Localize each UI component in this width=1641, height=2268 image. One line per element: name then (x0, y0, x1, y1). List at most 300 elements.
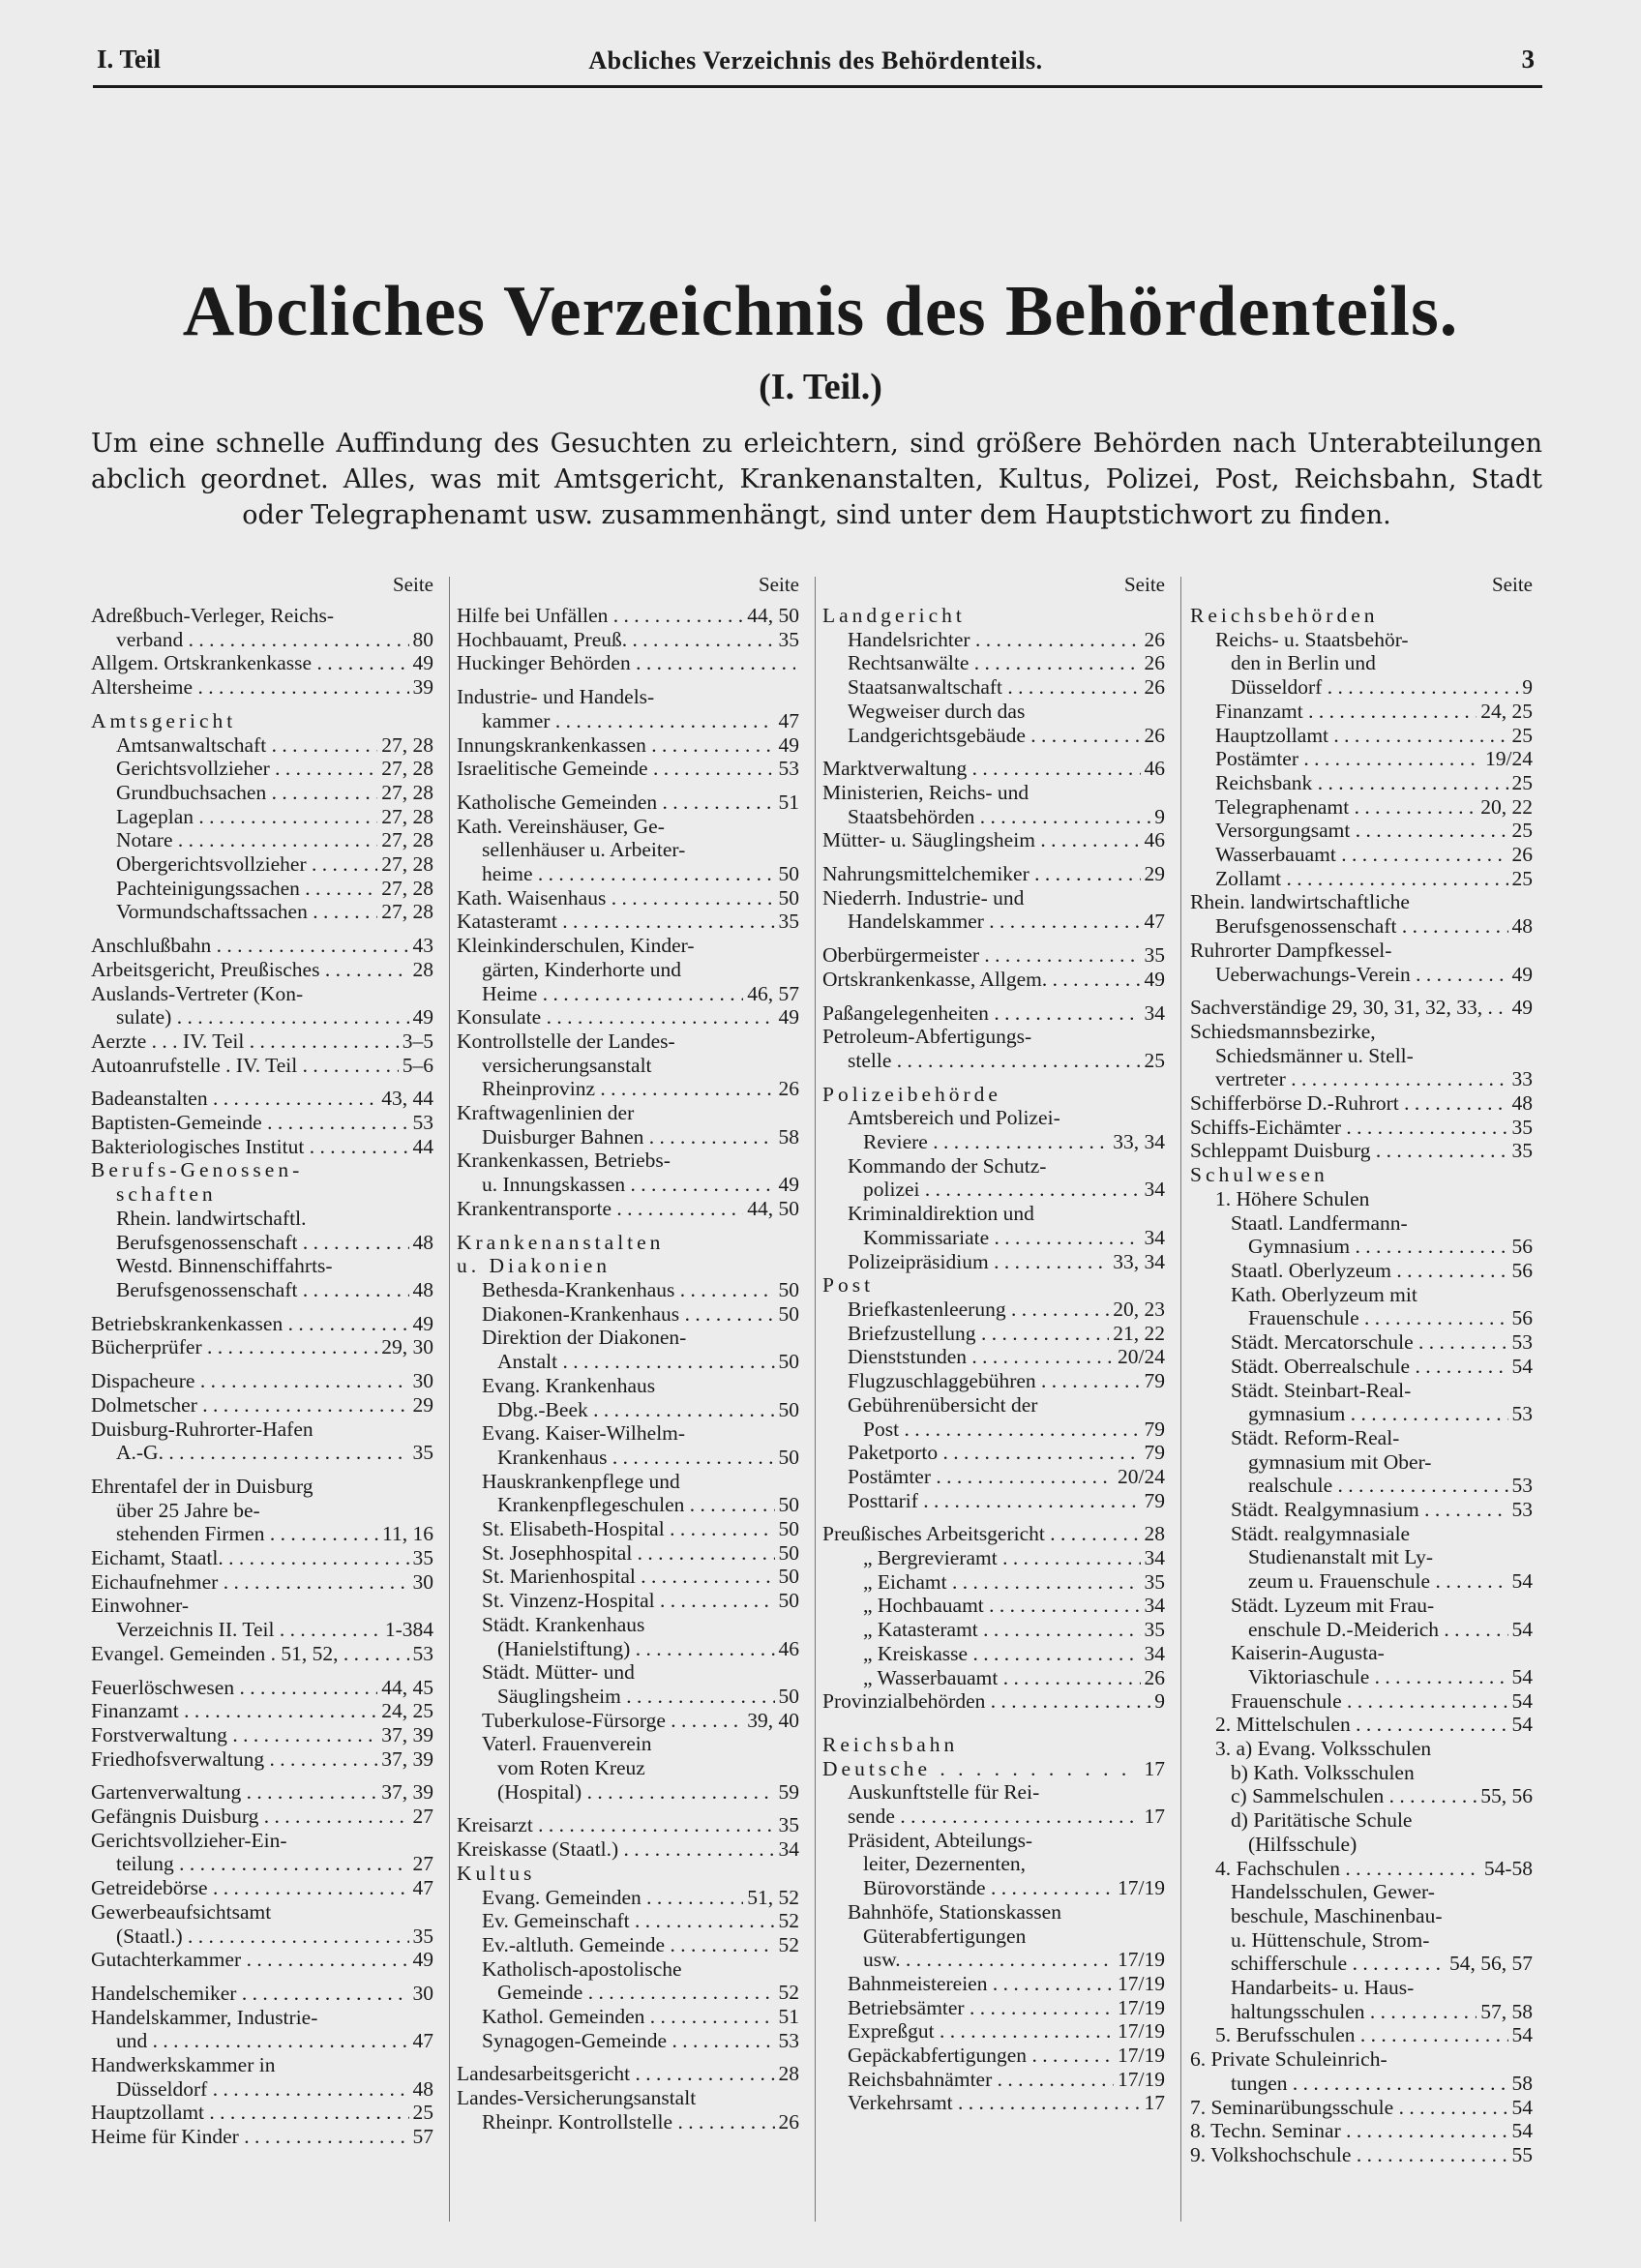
page-ref: 52 (778, 1981, 799, 2005)
index-entry (822, 1345, 1165, 1369)
index-entry (91, 877, 433, 901)
page-ref: 27, 28 (381, 804, 433, 828)
entry-text: gärten, Kinderhorte und (482, 957, 681, 981)
index-entry (1190, 771, 1533, 795)
entry-label: Vormundschaftssachen . . . (116, 900, 377, 924)
entry-text: Präsident, Abteilungs- (848, 1828, 1033, 1852)
entry-label: verband . . . (116, 628, 409, 652)
entry-label: Hochbauamt, Preuß. . . . (457, 628, 775, 652)
index-entry (457, 1173, 799, 1197)
page-ref: 29 (1144, 862, 1165, 886)
spacer (91, 1465, 433, 1475)
entry-label: Briefkastenleerung . . . (848, 1298, 1109, 1322)
entry-label: Eichamt, Staatl. . . . (91, 1546, 409, 1570)
entry-label: 7. Seminarübungsschule . . . (1190, 2096, 1508, 2120)
page-ref: 50 (778, 1493, 799, 1517)
entry-label: Preußisches Arbeitsgericht . . . (822, 1522, 1141, 1546)
entry-label: Expreßgut . . . (848, 2019, 1114, 2044)
page-ref: 53 (412, 1641, 433, 1665)
entry-text: Evang. Krankenhaus (482, 1373, 656, 1397)
entry-text: den in Berlin und (1231, 651, 1376, 675)
page-ref: 53 (1511, 1330, 1533, 1355)
index-entry (457, 1517, 799, 1541)
index-entry (457, 2110, 799, 2134)
entry-label: Bahnmeistereien . . . (848, 1972, 1114, 1996)
index-entry (822, 1465, 1165, 1489)
entry-label: Katholische Gemeinden . . . (457, 791, 775, 815)
page-ref: 20/24 (1118, 1345, 1165, 1369)
page-ref: 35 (1511, 1115, 1533, 1139)
index-entry (1190, 963, 1533, 987)
entry-text: Studienanstalt mit Ly- (1248, 1545, 1434, 1569)
entry-label: „ Hochbauamt . . . (863, 1594, 1141, 1618)
page-ref: 27, 28 (381, 732, 433, 757)
index-entry (91, 1982, 433, 2006)
entry-label: Anschlußbahn . . . (91, 934, 409, 958)
page-ref: 50 (778, 885, 799, 910)
entry-label: Gymnasium . . . (1248, 1235, 1508, 1259)
page-ref: 34 (1144, 1000, 1165, 1025)
entry-label: Postämter . . . (848, 1465, 1114, 1489)
index-entry (822, 1441, 1165, 1465)
page-ref: 35 (412, 1546, 433, 1570)
entry-label: Rheinpr. Kontrollstelle . . . (482, 2110, 775, 2134)
page-ref: 26 (1144, 723, 1165, 747)
page-ref: 26 (778, 2109, 799, 2134)
entry-label: Dispacheure . . . (91, 1369, 409, 1393)
spacer (822, 1714, 1165, 1723)
page-ref: 79 (1144, 1369, 1165, 1393)
entry-label: Betriebsämter . . . (848, 1996, 1114, 2020)
index-entry (1190, 1139, 1533, 1163)
entry-text: Westd. Binnenschiffahrts- (116, 1254, 333, 1278)
index-entry (457, 2005, 799, 2029)
entry-label: Berufsgenossenschaft . . . (116, 1231, 409, 1255)
entry-text: Schiedsmänner u. Stell- (1215, 1043, 1414, 1067)
entry-text: Kath. Vereinshäuser, Ge- (457, 814, 665, 838)
index-entry (1190, 1784, 1533, 1808)
index-entry (457, 2029, 799, 2053)
index-entry (91, 828, 433, 852)
index-entry (91, 2077, 433, 2102)
index-entry (457, 1933, 799, 1957)
page-ref: 25 (1144, 1048, 1165, 1072)
entry-label: 8. Techn. Seminar . . . (1190, 2119, 1508, 2143)
entry-label: usw. . . . (863, 1948, 1114, 1972)
entry-label: Handelschemiker . . . (91, 1982, 409, 2006)
page-ref: 3–5 (402, 1029, 433, 1053)
index-entry (457, 1685, 799, 1709)
page-ref: 25 (1511, 866, 1533, 890)
index-entry (91, 675, 433, 700)
page-ref: 53 (1511, 1498, 1533, 1522)
section-heading: schaften (116, 1182, 217, 1207)
page-ref: 54 (1511, 1688, 1533, 1713)
page-ref: 26 (1144, 651, 1165, 675)
index-entry (1190, 1091, 1533, 1116)
index-entry (822, 1418, 1165, 1442)
index-entry (91, 1805, 433, 1829)
entry-text: vom Roten Kreuz (497, 1756, 645, 1780)
page-ref: 50 (778, 1565, 799, 1589)
spacer (822, 747, 1165, 757)
entry-text: Krankenkassen, Betriebs- (457, 1149, 671, 1173)
entry-label: Katasteramt . . . (457, 910, 775, 934)
spacer (1190, 986, 1533, 996)
entry-label: Bürovorstände . . . (863, 1876, 1114, 1900)
entry-text: Gerichtsvollzieher-Ein- (91, 1828, 287, 1852)
spacer (457, 1804, 799, 1813)
index-column-1 (91, 573, 433, 2149)
entry-label: Bücherprüfer . . . (91, 1335, 377, 1359)
section-heading: Berufs-Genossen- (91, 1158, 304, 1182)
index-entry (822, 1757, 1165, 1781)
entry-label: Gepäckabfertigungen . . . (848, 2044, 1114, 2068)
entry-label: Handelskammer . . . (848, 910, 1141, 934)
page-ref: 35 (412, 1924, 433, 1948)
entry-label: Amtsanwaltschaft . . . (116, 733, 377, 758)
page-ref: 20, 22 (1480, 794, 1533, 819)
entry-label: Landgerichtsgebäude . . . (848, 724, 1141, 748)
page-ref: 54 (1511, 1617, 1533, 1641)
index-entry (1190, 2096, 1533, 2120)
entry-label: und . . . (116, 2029, 409, 2053)
entry-label: Friedhofsverwaltung . . . (91, 1747, 377, 1772)
entry-label: (Hospital) . . . (497, 1780, 775, 1805)
index-entry (822, 968, 1165, 992)
page-ref: 17/19 (1118, 2019, 1165, 2044)
entry-text: b) Kath. Volksschulen (1231, 1760, 1415, 1784)
page-ref: 5–6 (402, 1053, 433, 1077)
seite-label: Seite (1124, 573, 1165, 596)
entry-label: Marktverwaltung . . . (822, 757, 1141, 781)
page-ref: 35 (1511, 1139, 1533, 1163)
page-ref: 17 (1144, 1756, 1165, 1780)
index-entry (822, 1250, 1165, 1274)
index-entry (822, 910, 1165, 934)
entry-text: Amtsbereich und Polizei- (848, 1106, 1060, 1130)
entry-label: A.-G. . . . (116, 1441, 409, 1465)
entry-label: Dbg.-Beek . . . (497, 1398, 775, 1422)
page-ref: 37, 39 (381, 1780, 433, 1805)
spacer (822, 852, 1165, 862)
page-ref: 46 (1144, 757, 1165, 781)
page-ref: 54 (1511, 1713, 1533, 1737)
entry-label: Hauptzollamt . . . (1215, 724, 1508, 748)
entry-label: Ev.-altluth. Gemeinde . . . (482, 1933, 775, 1957)
spacer (91, 700, 433, 709)
page-ref: 26 (1144, 675, 1165, 700)
entry-label: Rechtsanwälte . . . (848, 651, 1141, 675)
index-entry (822, 1642, 1165, 1666)
index-entry (91, 1030, 433, 1054)
section-heading: Amtsgericht (91, 708, 237, 732)
entry-text: gymnasium mit Ober- (1248, 1449, 1432, 1474)
entry-label: St. Marienhospital . . . (482, 1565, 775, 1589)
page-ref: 44, 45 (381, 1675, 433, 1699)
entry-label: Getreidebörse . . . (91, 1876, 409, 1900)
entry-label: Grundbuchsachen . . . (116, 781, 377, 805)
index-entry (822, 1666, 1165, 1690)
index-entry (457, 886, 799, 910)
entry-label: Staatl. Oberlyzeum . . . (1231, 1259, 1508, 1283)
index-entry (457, 1909, 799, 1933)
page-ref: 34 (778, 1837, 799, 1862)
index-entry (822, 1489, 1165, 1513)
index-entry (1190, 843, 1533, 867)
entry-label: u. Innungskassen . . . (482, 1173, 775, 1197)
entry-label: Bakteriologisches Institut . . . (91, 1135, 409, 1159)
entry-label: Schiffs-Eichämter . . . (1190, 1116, 1508, 1140)
page-ref: 48 (412, 2076, 433, 2101)
entry-label: Paßangelegenheiten . . . (822, 1001, 1141, 1026)
index-entry (457, 1709, 799, 1733)
section-heading: Schulwesen (1190, 1163, 1328, 1187)
index-entry (91, 1948, 433, 1972)
index-entry (457, 1278, 799, 1302)
page-ref: 59 (778, 1779, 799, 1804)
index-entry (1190, 795, 1533, 820)
section-heading: Krankenanstalten (457, 1230, 665, 1254)
page-ref: 35 (1144, 943, 1165, 968)
index-entry (91, 1278, 433, 1302)
page-ref: 30 (412, 1981, 433, 2005)
entry-label: Post . . . (863, 1418, 1141, 1442)
page-ref: 43, 44 (381, 1087, 433, 1111)
index-entry (91, 1618, 433, 1642)
index-entry (457, 1837, 799, 1862)
index-entry (91, 628, 433, 652)
spacer (457, 781, 799, 791)
entry-label: „ Katasteramt . . . (863, 1618, 1141, 1642)
entry-label: gymnasium . . . (1248, 1402, 1508, 1426)
entry-label: Obergerichtsvollzieher . . . (116, 852, 377, 877)
index-entry (91, 1747, 433, 1772)
page-ref: 30 (412, 1369, 433, 1393)
index-entry (822, 805, 1165, 829)
index-entry (822, 1049, 1165, 1073)
entry-label: stehenden Firmen . . . (116, 1522, 378, 1546)
index-entry (91, 958, 433, 982)
entry-label: Feuerlöschwesen . . . (91, 1676, 377, 1700)
entry-text: Landes-Versicherungsanstalt (457, 2086, 697, 2110)
index-entry (822, 2044, 1165, 2068)
index-entry (91, 1312, 433, 1336)
entry-label: Forstverwaltung . . . (91, 1723, 377, 1747)
page-ref: 20/24 (1118, 1464, 1165, 1488)
entry-text: Einwohner- (91, 1594, 190, 1618)
entry-label: 9. Volkshochschule . . . (1190, 2143, 1508, 2167)
index-entry (91, 1369, 433, 1393)
entry-label: Huckinger Behörden . . . (457, 651, 795, 675)
page-ref: 34 (1144, 1594, 1165, 1618)
index-entry (822, 1805, 1165, 1829)
page-ref: 34 (1144, 1225, 1165, 1249)
entry-label: Zollamt . . . (1215, 867, 1508, 891)
entry-text: Kaiserin-Augusta- (1231, 1641, 1385, 1665)
index-entry (457, 2062, 799, 2086)
spacer (91, 1666, 433, 1676)
index-entry (1190, 1116, 1533, 1140)
page-ref: 49 (778, 1005, 799, 1030)
entry-text: Ministerien, Reichs- und (822, 780, 1029, 804)
index-entry (822, 2019, 1165, 2044)
column-divider (449, 577, 450, 2222)
index-entry (822, 675, 1165, 700)
page-ref: 54 (1511, 2119, 1533, 2143)
page-ref: 17/19 (1118, 1971, 1165, 1995)
index-entry (91, 1087, 433, 1111)
page-ref: 37, 39 (381, 1746, 433, 1771)
seite-label: Seite (759, 573, 799, 596)
entry-label: Telegraphenamt . . . (1215, 795, 1477, 820)
index-entry (91, 2029, 433, 2053)
page-ref: 49 (412, 1311, 433, 1335)
page-ref: 27, 28 (381, 780, 433, 804)
index-entry (822, 1298, 1165, 1322)
index-entry (822, 1178, 1165, 1202)
entry-text: Wegweiser durch das (848, 699, 1026, 723)
index-entry (822, 862, 1165, 886)
index-entry (822, 1594, 1165, 1618)
intro-paragraph: Um eine schnelle Auffindung des Gesuchten zu erleichtern, sind größere Behörden nach Unterabteilungen abclich geordnet. Alles, was mit Amtsgericht, Krankenanstalten, Kultus, Polizei, Post, Reichsbahn, Stadt oder Telegraphenamt usw. zusammenhängt, sind unter dem Hauptstichwort zu finden. (91, 429, 1542, 530)
page-ref: 54 (1511, 2095, 1533, 2119)
entry-label: Allgem. Ortskrankenkasse . . . (91, 651, 409, 675)
entry-text: Gewerbeaufsichtsamt (91, 1899, 272, 1924)
page-ref: 24, 25 (1480, 699, 1533, 723)
index-entry (457, 982, 799, 1006)
index-entry (457, 733, 799, 758)
page-ref: 27, 28 (381, 876, 433, 900)
index-entry (91, 1522, 433, 1546)
entry-label: (Staatl.) . . . (116, 1925, 409, 1949)
page-ref: 17/19 (1118, 2044, 1165, 2068)
entry-label: Innungskrankenkassen . . . (457, 733, 775, 758)
entry-text: Kleinkinderschulen, Kinder- (457, 934, 695, 958)
spacer (457, 675, 799, 685)
page-ref: 27, 28 (381, 757, 433, 781)
entry-label: Kreiskasse (Staatl.) . . . (457, 1837, 775, 1862)
page-ref: 35 (1144, 1569, 1165, 1594)
entry-label: stelle . . . (848, 1049, 1141, 1073)
entry-label: Betriebskrankenkassen . . . (91, 1312, 409, 1336)
page-ref: 53 (1511, 1402, 1533, 1426)
page-ref: 35 (778, 910, 799, 934)
entry-text: Industrie- und Handels- (457, 685, 655, 709)
index-entry (91, 1135, 433, 1159)
index-entry (1190, 1713, 1533, 1737)
page-ref: 39 (412, 675, 433, 700)
index-entry (457, 1565, 799, 1589)
entry-label: haltungsschulen . . . (1231, 2000, 1477, 2024)
index-entry (1190, 1235, 1533, 1259)
entry-label: Kath. Waisenhaus . . . (457, 886, 775, 910)
index-entry (822, 1369, 1165, 1393)
entry-label: Staatsanwaltschaft . . . (848, 675, 1141, 700)
page-ref: 44, 50 (747, 1196, 799, 1220)
entry-text: Kriminaldirektion und (848, 1202, 1034, 1226)
column-divider (815, 577, 816, 2222)
entry-label: „ Eichamt . . . (863, 1570, 1141, 1595)
entry-label: Landesarbeitsgericht . . . (457, 2062, 775, 2086)
page-ref: 80 (412, 627, 433, 651)
entry-text: Kath. Oberlyzeum mit (1231, 1282, 1417, 1306)
entry-label: Verzeichnis II. Teil . . . (116, 1618, 381, 1642)
entry-label: Eichaufnehmer . . . (91, 1570, 409, 1595)
entry-label: schifferschule . . . (1231, 1952, 1446, 1976)
entry-label: Städt. Realgymnasium . . . (1231, 1498, 1508, 1522)
index-entry (91, 1570, 433, 1595)
index-entry (91, 1111, 433, 1135)
page-ref: 51, 52 (747, 1885, 799, 1909)
page-ref: 9 (1522, 675, 1533, 700)
page-ref: 54 (1511, 2023, 1533, 2047)
entry-label: Berufsgenossenschaft . . . (1215, 914, 1508, 939)
section-heading: Post (822, 1273, 875, 1298)
index-entry (1190, 1355, 1533, 1379)
page-ref: 50 (778, 1684, 799, 1708)
entry-text: Kraftwagenlinien der (457, 1101, 635, 1125)
entry-label: Mütter- u. Säuglingsheim . . . (822, 828, 1141, 852)
entry-label: Berufsgenossenschaft . . . (116, 1278, 409, 1302)
spacer (457, 2052, 799, 2062)
entry-label: Oberbürgermeister . . . (822, 943, 1141, 968)
spacer (822, 1723, 1165, 1733)
index-entry (91, 900, 433, 924)
page-ref: 21, 22 (1113, 1321, 1165, 1345)
index-entry (457, 604, 799, 628)
index-entry (822, 1618, 1165, 1642)
entry-text: leiter, Dezernenten, (863, 1852, 1027, 1876)
entry-label: Arbeitsgericht, Preußisches . . . (91, 958, 409, 982)
page-ref: 46, 57 (747, 981, 799, 1005)
entry-label: Gartenverwaltung . . . (91, 1780, 377, 1805)
page-ref: 54 (1511, 1569, 1533, 1594)
index-entry (1190, 1402, 1533, 1426)
page-ref: 57, 58 (1480, 1999, 1533, 2023)
entry-text: Staatl. Landfermann- (1231, 1210, 1408, 1235)
entry-label: Krankentransporte . . . (457, 1197, 743, 1221)
entry-label: Duisburger Bahnen . . . (482, 1125, 775, 1149)
entry-text: Rhein. landwirtschaftl. (116, 1206, 307, 1230)
index-column-3 (822, 573, 1165, 2115)
spacer (91, 1972, 433, 1982)
index-entry (91, 1441, 433, 1465)
entry-text: 6. Private Schuleinrich- (1190, 2047, 1387, 2072)
index-entry (91, 1925, 433, 1949)
page-ref: 54, 56, 57 (1449, 1952, 1533, 1976)
entry-text: Niederrh. Industrie- und (822, 885, 1025, 910)
page-ref: 49 (412, 1948, 433, 1972)
index-entry (91, 805, 433, 829)
entry-text: Auslands-Vertreter (Kon- (91, 981, 304, 1005)
index-entry (1190, 1618, 1533, 1642)
entry-label: Kommissariate . . . (863, 1226, 1141, 1250)
entry-label: realschule . . . (1248, 1474, 1508, 1498)
entry-label: Rheinprovinz . . . (482, 1077, 775, 1101)
entry-text: 1. Höhere Schulen (1215, 1186, 1370, 1210)
index-entry (91, 1676, 433, 1700)
index-entry (1190, 1665, 1533, 1689)
entry-text: Evang. Kaiser-Wilhelm- (482, 1421, 686, 1446)
page-ref: 46 (1144, 828, 1165, 852)
index-entry (457, 1637, 799, 1661)
page-ref: 49 (778, 732, 799, 757)
index-entry (1190, 2023, 1533, 2047)
page-ref: 49 (412, 651, 433, 675)
index-entry (1190, 700, 1533, 724)
page-ref: 35 (778, 1813, 799, 1837)
